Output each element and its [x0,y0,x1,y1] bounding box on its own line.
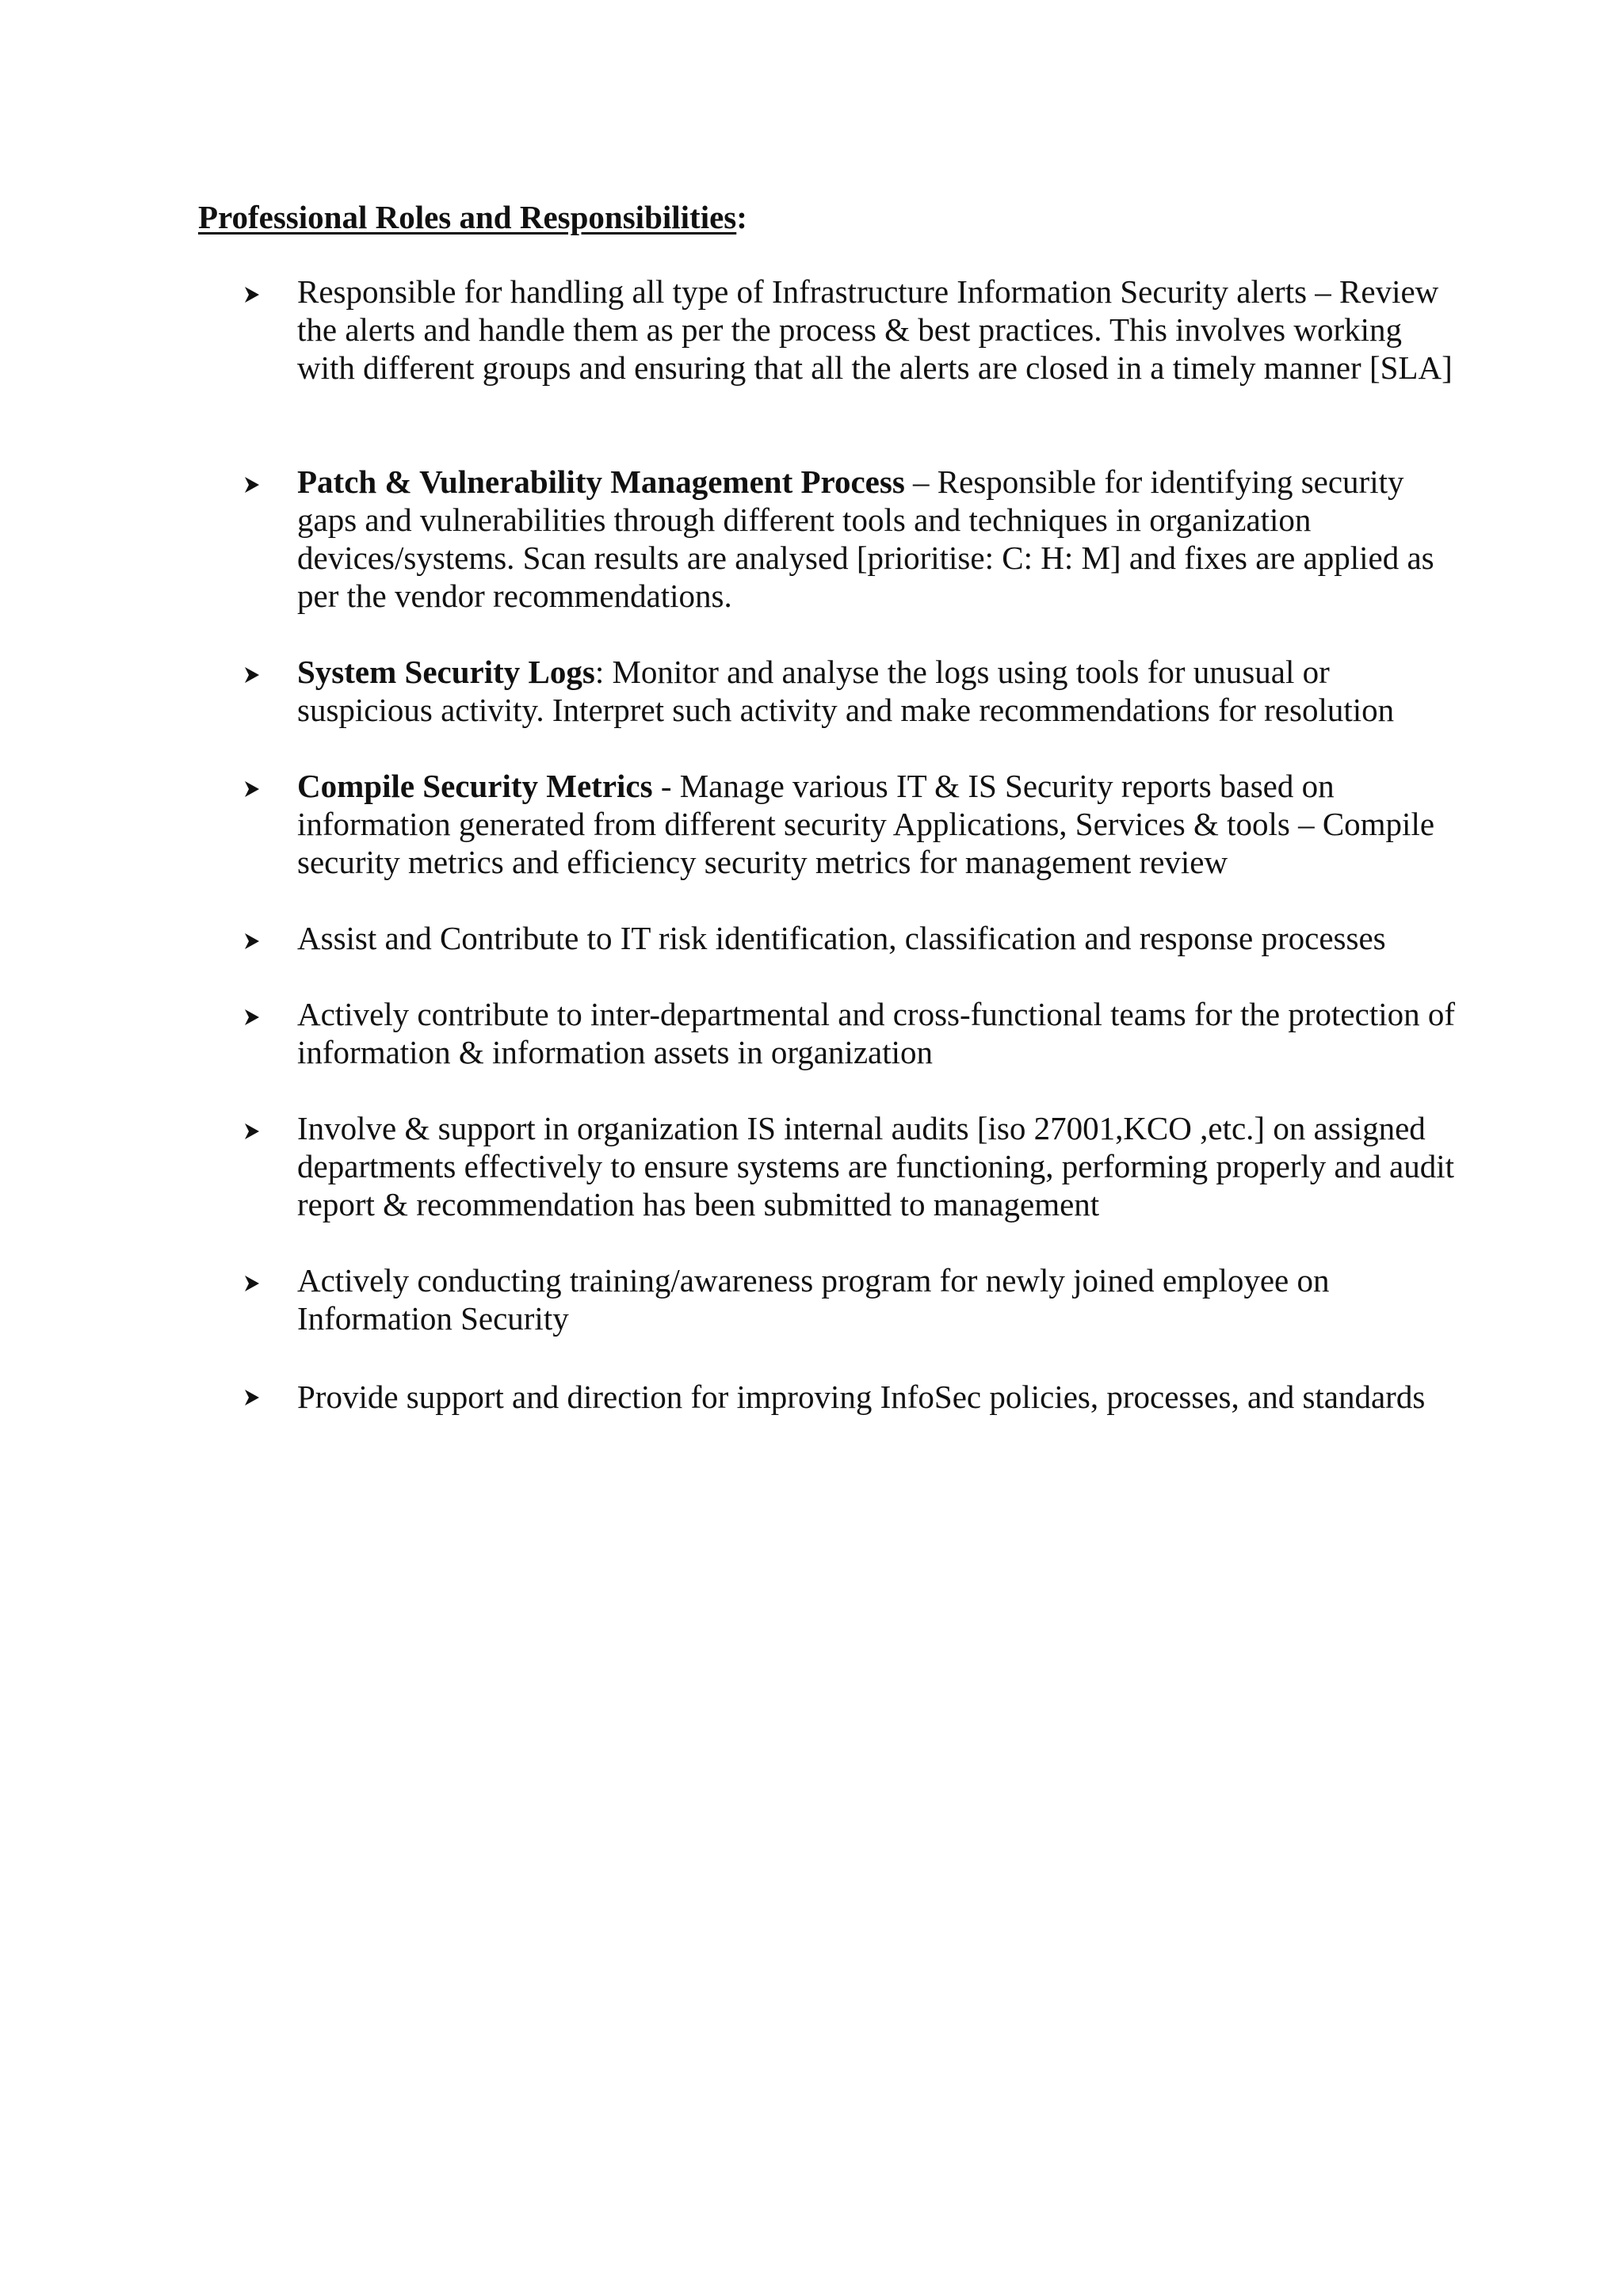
arrowhead-bullet-icon [244,995,271,1039]
arrowhead-bullet-icon [244,1375,271,1420]
list-item-body: Actively contribute to inter-departmental and cross-functional teams for the protection of information & information assets in organization [297,996,1456,1070]
list-item-text [297,767,1454,881]
arrowhead-bullet-icon [244,1261,271,1306]
list-item-text [297,1109,1454,1223]
arrowhead-bullet-icon [244,919,271,963]
list-item-body: - Manage various IT & IS Security reports based on information generated from different security Applications, Services & tools – Compile security metrics and efficiency security metrics for management review [297,768,1435,880]
arrowhead-bullet-icon [244,273,271,317]
list-item-text [297,1375,1454,1418]
list-item-body: Provide support and direction for improving InfoSec policies, processes, and standards [297,1379,1426,1415]
list-item-body: – Responsible for identifying security gaps and vulnerabilities through different tools and techniques in organization devices/systems. Scan results are analysed [prioritise: C: H: M] and fixes are applied as per the vendor recommendations. [297,463,1434,614]
list-item-body: Actively conducting training/awareness program for newly joined employee on Information Security [297,1262,1330,1337]
list-item-body: Involve & support in organization IS internal audits [iso 27001,KCO ,etc.] on assigned departments effectively to ensure systems are functioning, performing properly and audit report & recommendation has been submitted to management [297,1110,1454,1222]
section-heading [198,195,747,239]
arrowhead-bullet-icon [244,463,271,507]
arrowhead-bullet-icon [244,1109,271,1154]
arrowhead-bullet-icon [244,653,271,697]
list-item-text [297,273,1454,387]
list-item-bold: System Security Logs [297,654,595,690]
list-item-text [297,919,1454,957]
arrowhead-bullet-icon [244,767,271,811]
list-item-body: : Monitor and analyse the logs using tools for unusual or suspicious activity. Interpret such activity and make recommendations for resolution [297,654,1395,728]
list-item-body: Responsible for handling all type of Infrastructure Information Security alerts – Review the alerts and handle them as per the process & best practices. This involves working with different groups and ensuring that all the alerts are closed in a timely manner [SLA] [297,273,1453,386]
section-heading-title: Professional Roles and Responsibilities [198,199,737,235]
list-item-bold: Compile Security Metrics [297,768,653,804]
list-item-bold: Patch & Vulnerability Management Process [297,463,905,500]
section-heading-colon: : [736,199,747,235]
list-item-text [297,995,1470,1071]
list-item-text [297,653,1454,729]
list-item-text [297,463,1454,615]
list-item-text [297,1261,1454,1337]
list-item-body: Assist and Contribute to IT risk identification, classification and response processes [297,920,1386,956]
